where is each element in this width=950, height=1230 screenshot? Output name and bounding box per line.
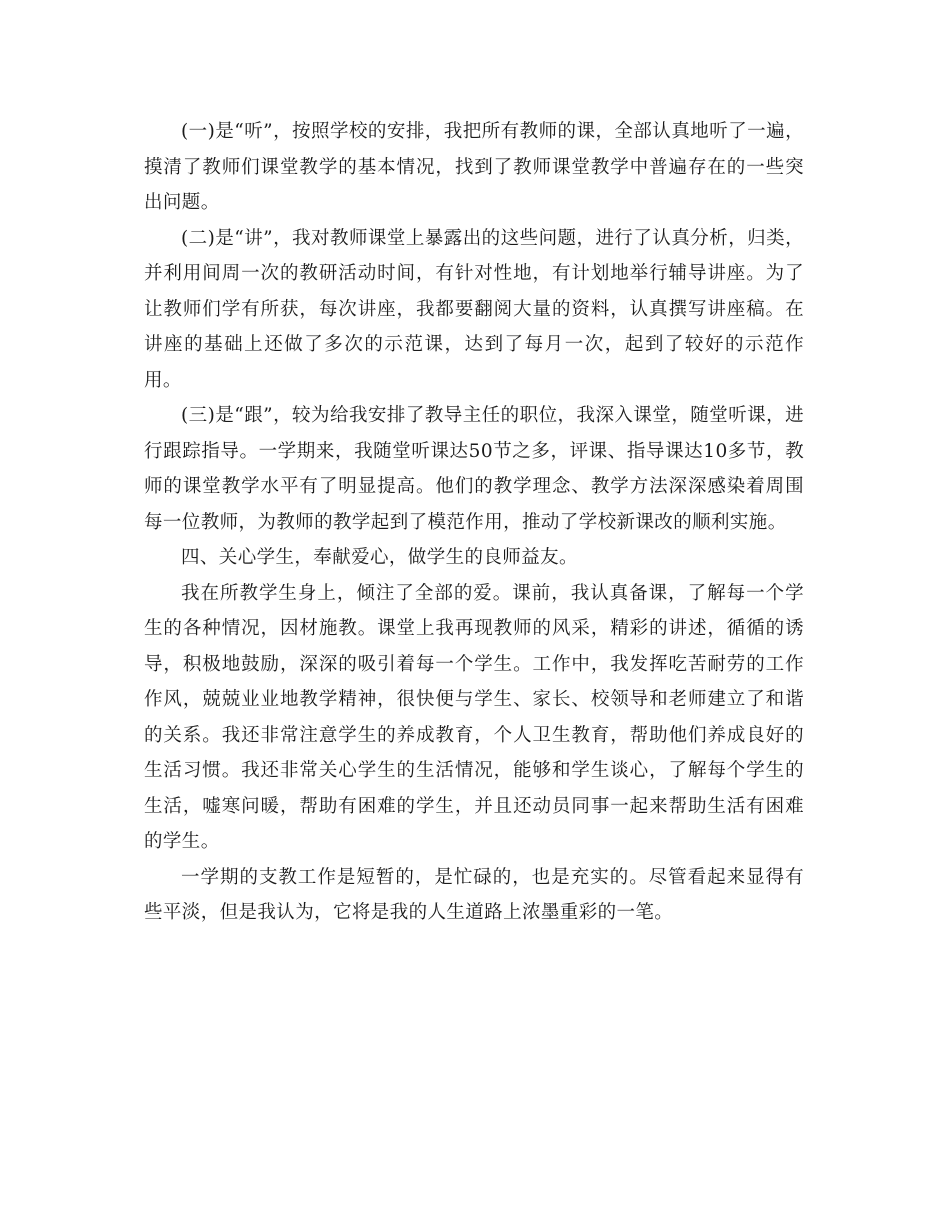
document-body bbox=[144, 114, 804, 931]
section-heading-care-students: 四、关心学生，奉献爱心，做学生的良师益友。 bbox=[181, 547, 578, 568]
paragraph-follow: (三)是“跟”，较为给我安排了教导主任的职位，我深入课堂，随堂听课，进行跟踪指导。一学期来，我随堂听课达50节之多，评课、指导课达10多节，教师的课堂教学水平有了明显提高。他们的教学理念、教学方法深深感染着周围每一位教师，为教师的教学起到了模范作用，推动了学校新课改的顺利实施。 bbox=[144, 405, 804, 533]
paragraph-lecture: (二)是“讲”，我对教师课堂上暴露出的这些问题，进行了认真分析，归类，并利用间周一次的教研活动时间，有针对性地，有计划地举行辅导讲座。为了让教师们学有所获，每次讲座，我都要翻阅大量的资料，认真撰写讲座稿。在讲座的基础上还做了多次的示范课，达到了每月一次，起到了较好的示范作用。 bbox=[144, 227, 804, 391]
paragraph-care-students: 我在所教学生身上，倾注了全部的爱。课前，我认真备课，了解每一个学生的各种情况，因材施教。课堂上我再现教师的风采，精彩的讲述，循循的诱导，积极地鼓励，深深的吸引着每一个学生。工作中，我发挥吃苦耐劳的工作作风，兢兢业业地教学精神，很快便与学生、家长、校领导和老师建立了和谐的关系。我还非常注意学生的养成教育，个人卫生教育，帮助他们养成良好的生活习惯。我还非常关心学生的生活情况，能够和学生谈心，了解每个学生的生活，嘘寒问暖，帮助有困难的学生，并且还动员同事一起来帮助生活有困难的学生。 bbox=[144, 582, 804, 852]
paragraph-listen: (一)是“听”，按照学校的安排，我把所有教师的课，全部认真地听了一遍，摸清了教师们课堂教学的基本情况，找到了教师课堂教学中普遍存在的一些突出问题。 bbox=[144, 121, 804, 213]
paragraph-conclusion: 一学期的支教工作是短暂的，是忙碌的，也是充实的。尽管看起来显得有些平淡，但是我认为，它将是我的人生道路上浓墨重彩的一笔。 bbox=[144, 866, 804, 923]
